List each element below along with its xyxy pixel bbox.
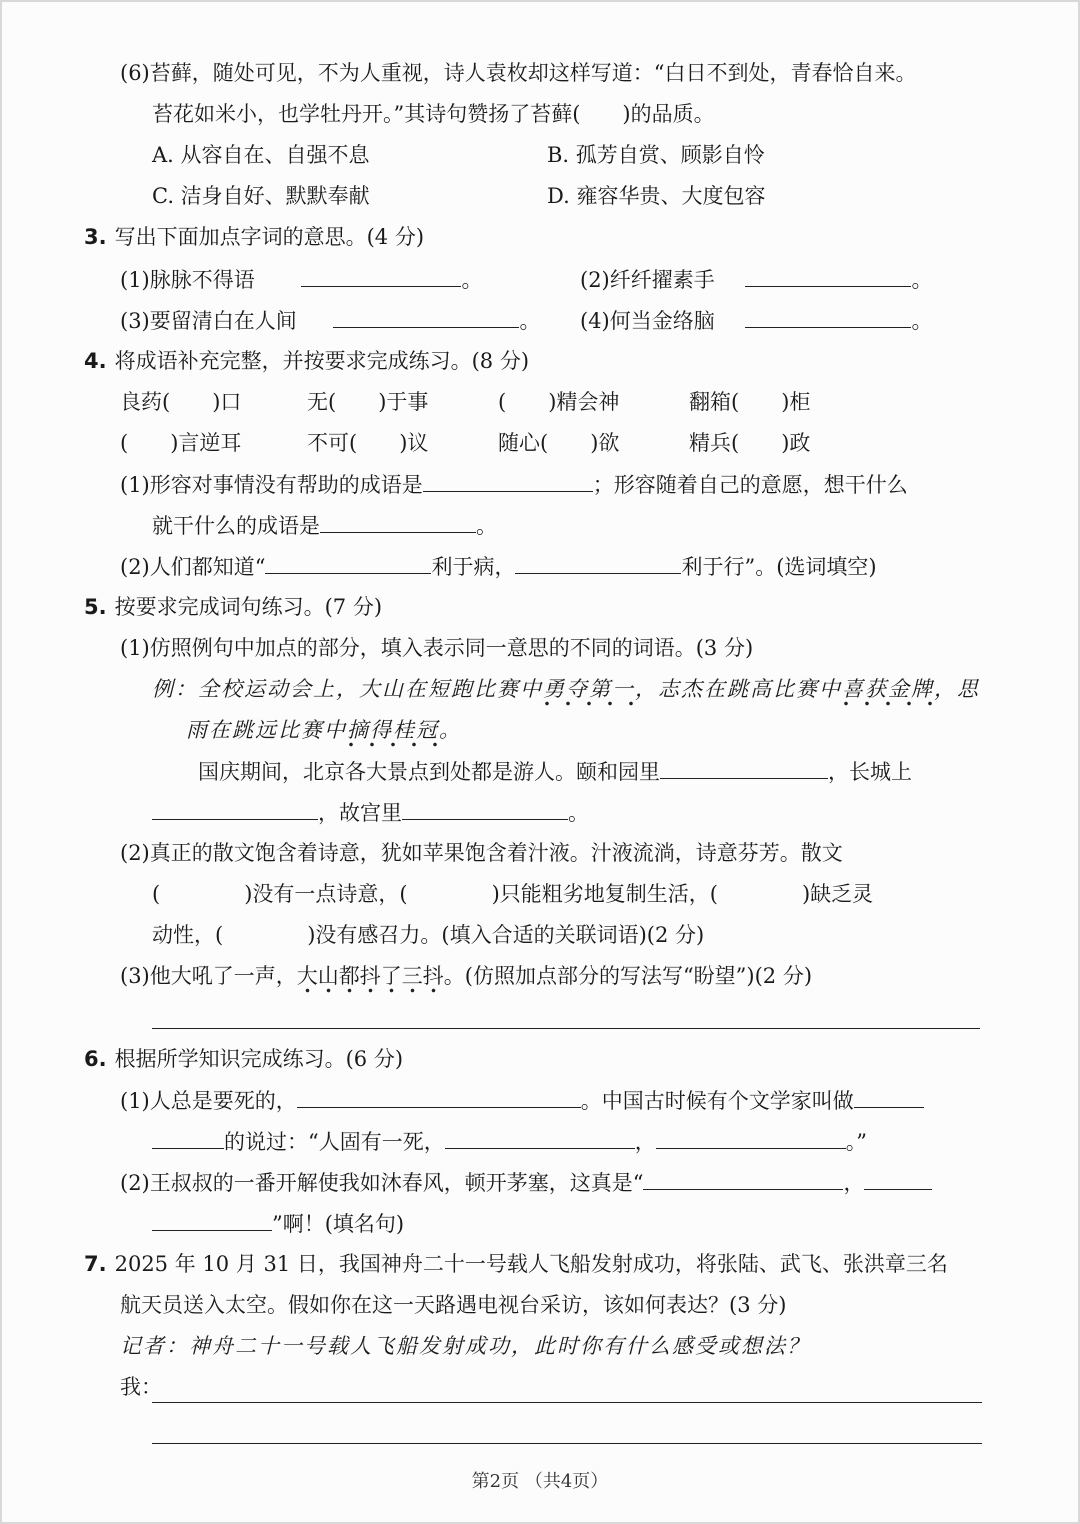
q4-sub1-end: 。 [476,514,497,538]
q3-item4-end: 。 [911,309,933,333]
q6-sub2-text-b: ， [843,1171,865,1195]
idiom-5: ( )言逆耳 [120,431,242,455]
q7-me-label: 我： [120,1375,162,1399]
example2-text-b: 。 [439,718,462,742]
q7-answer-line-2[interactable] [152,1443,982,1444]
option-c: C. 洁身自好、默默奉献 [152,184,370,208]
q4-sub1-line2 [152,510,497,541]
idiom-8: 精兵( )政 [689,431,811,455]
q6-sub1-line1 [120,1085,924,1116]
practice-text-c: ，故宫里 [318,801,402,825]
practice-text-d: 。 [568,801,589,825]
q4-sub2-text-a: (2)人们都知道“ [120,555,266,579]
q6-blank-5[interactable] [656,1126,846,1149]
q4-sub2-text-b: 利于病， [431,555,516,579]
q3-item2-blank[interactable] [745,264,911,287]
q6-blank-8[interactable] [152,1208,272,1231]
q5-sub3-text-b: 。(仿照加点部分的写法写“盼望”)(2 分) [443,964,813,988]
q3-title: 写出下面加点字词的意思。(4 分) [114,225,425,249]
q4-heading [84,346,529,376]
q5-practice-line1 [198,756,912,787]
q7-text-1: 2025 年 10 月 31 日，我国神舟二十一号载人飞船发射成功，将张陆、武飞、张洪章三名 [114,1252,948,1276]
q5-sub2-line1: (2)真正的散文饱含着诗意，犹如苹果饱含着汁液。汁液流淌，诗意芬芳。散文 [120,841,843,865]
q7-reporter: 记者：神舟二十一号载人飞船发射成功，此时你有什么感受或想法？ [120,1334,810,1358]
example2-dotted: 摘得桂冠 [347,718,439,748]
q6-sub1-line2 [152,1126,867,1157]
page-footer: 第2页 （共4页） [471,1471,609,1492]
q6-sub1-text-d: ， [634,1130,656,1154]
q6-sub1-text-e: 。” [845,1130,867,1154]
q2-6-line1: (6)苔藓，随处可见，不为人重视，诗人袁枚却这样写道：“白日不到处，青春恰自来。 [120,61,917,85]
q3-item2 [580,264,932,295]
q4-number: 4. [84,349,107,373]
idiom-1: 良药( )口 [120,390,242,414]
q3-item4 [580,305,932,336]
q4-sub1-blank1[interactable] [423,469,593,492]
q6-blank-4[interactable] [445,1126,635,1149]
q5-sub1: (1)仿照例句中加点的部分，填入表示同一意思的不同的词语。(3 分) [120,636,754,660]
example-dotted-1: 勇夺第一 [543,677,635,707]
example-text-b: ，志杰在跳高比赛中 [635,677,842,701]
q7-number: 7. [84,1252,107,1276]
q3-item1 [120,264,482,295]
q7-line1 [84,1249,948,1279]
q7-answer-line-1[interactable] [152,1402,982,1403]
q6-sub2-text-a: (2)王叔叔的一番开解使我如沐春风，顿开茅塞，这真是“ [120,1171,644,1195]
q6-blank-3[interactable] [152,1126,224,1149]
q3-item4-blank[interactable] [745,305,911,328]
q5-sub3 [120,961,812,991]
q4-sub2-text-c: 利于行”。(选词填空) [681,555,877,579]
option-a: A. 从容自在、自强不息 [152,143,370,167]
q6-number: 6. [84,1047,107,1071]
option-d: D. 雍容华贵、大度包容 [547,184,766,208]
q3-item1-end: 。 [461,268,483,292]
q5-title: 按要求完成词句练习。(7 分) [114,595,383,619]
q3-item3-blank[interactable] [333,305,519,328]
idiom-2: 无( )于事 [307,390,429,414]
q5-example-line2 [186,715,462,745]
q4-sub1-text-a: (1)形容对事情没有帮助的成语是 [120,473,423,497]
q3-item2-text: (2)纤纤擢素手 [580,268,715,292]
q3-item3-text: (3)要留清白在人间 [120,309,297,333]
q5-number: 5. [84,595,107,619]
q3-heading [84,222,424,252]
example-text-c: ，思 [934,677,980,701]
practice-text-a: 国庆期间，北京各大景点到处都是游人。颐和园里 [198,760,660,784]
idiom-6: 不可( )议 [307,431,429,455]
practice-blank-3[interactable] [402,797,568,820]
q5-example-line1 [152,674,980,704]
q6-title: 根据所学知识完成练习。(6 分) [114,1047,404,1071]
q4-sub2 [120,551,877,582]
practice-text-b: ，长城上 [828,760,912,784]
q5-sub2-line3: 动性，( )没有感召力。(填入合适的关联词语)(2 分) [152,923,705,947]
q4-sub1-text-c: 就干什么的成语是 [152,514,320,538]
idiom-3: ( )精会神 [498,390,620,414]
q5-heading [84,592,382,622]
q4-sub1-line1 [120,469,908,500]
q6-sub1-text-a: (1)人总是要死的， [120,1089,297,1113]
q5-sub3-text-a: (3)他大吼了一声， [120,964,297,988]
q4-sub2-blank1[interactable] [265,551,431,574]
q3-item1-text: (1)脉脉不得语 [120,268,255,292]
q3-number: 3. [84,225,107,249]
q5-answer-line[interactable] [152,1028,980,1029]
q3-item1-blank[interactable] [301,264,461,287]
q5-sub3-dotted: 大山都抖了三抖 [297,964,444,994]
q6-blank-7[interactable] [864,1167,932,1190]
q6-sub1-text-b: 。中国古时候有个文学家叫做 [580,1089,854,1113]
q3-item4-text: (4)何当金络脑 [580,309,715,333]
q6-blank-6[interactable] [643,1167,843,1190]
practice-blank-2[interactable] [152,797,318,820]
idiom-7: 随心( )欲 [498,431,620,455]
q5-sub2-line2: ( )没有一点诗意，( )只能粗劣地复制生活，( )缺乏灵 [152,882,874,906]
example-dotted-2: 喜获金牌 [842,677,934,707]
q4-sub2-blank2[interactable] [515,551,681,574]
q2-6-line2: 苔花如米小，也学牡丹开。”其诗句赞扬了苔藓( )的品质。 [152,102,715,126]
q6-blank-1[interactable] [297,1085,581,1108]
q3-item2-end: 。 [911,268,933,292]
q3-item3 [120,305,540,336]
q4-sub1-text-b: ；形容随着自己的意愿，想干什么 [592,473,908,497]
q3-item3-end: 。 [519,309,541,333]
q6-sub2-line2 [152,1208,404,1239]
idiom-4: 翻箱( )柜 [689,390,811,414]
practice-blank-1[interactable] [660,756,828,779]
q6-heading [84,1044,403,1074]
q6-sub1-text-c: 的说过：“人固有一死， [224,1130,445,1154]
q6-sub2-line1 [120,1167,932,1198]
q7-line2: 航天员送入太空。假如你在这一天路遇电视台采访，该如何表达？(3 分) [120,1293,787,1317]
q4-sub1-blank2[interactable] [320,510,476,533]
q5-practice-line2 [152,797,589,828]
q6-sub2-text-c: ”啊！(填名句) [272,1212,405,1236]
example2-text-a: 雨在跳远比赛中 [186,718,347,742]
option-b: B. 孤芳自赏、顾影自怜 [547,143,765,167]
q6-blank-2[interactable] [854,1085,924,1108]
example-text-a: 例：全校运动会上，大山在短跑比赛中 [152,677,543,701]
q4-title: 将成语补充完整，并按要求完成练习。(8 分) [114,349,530,373]
